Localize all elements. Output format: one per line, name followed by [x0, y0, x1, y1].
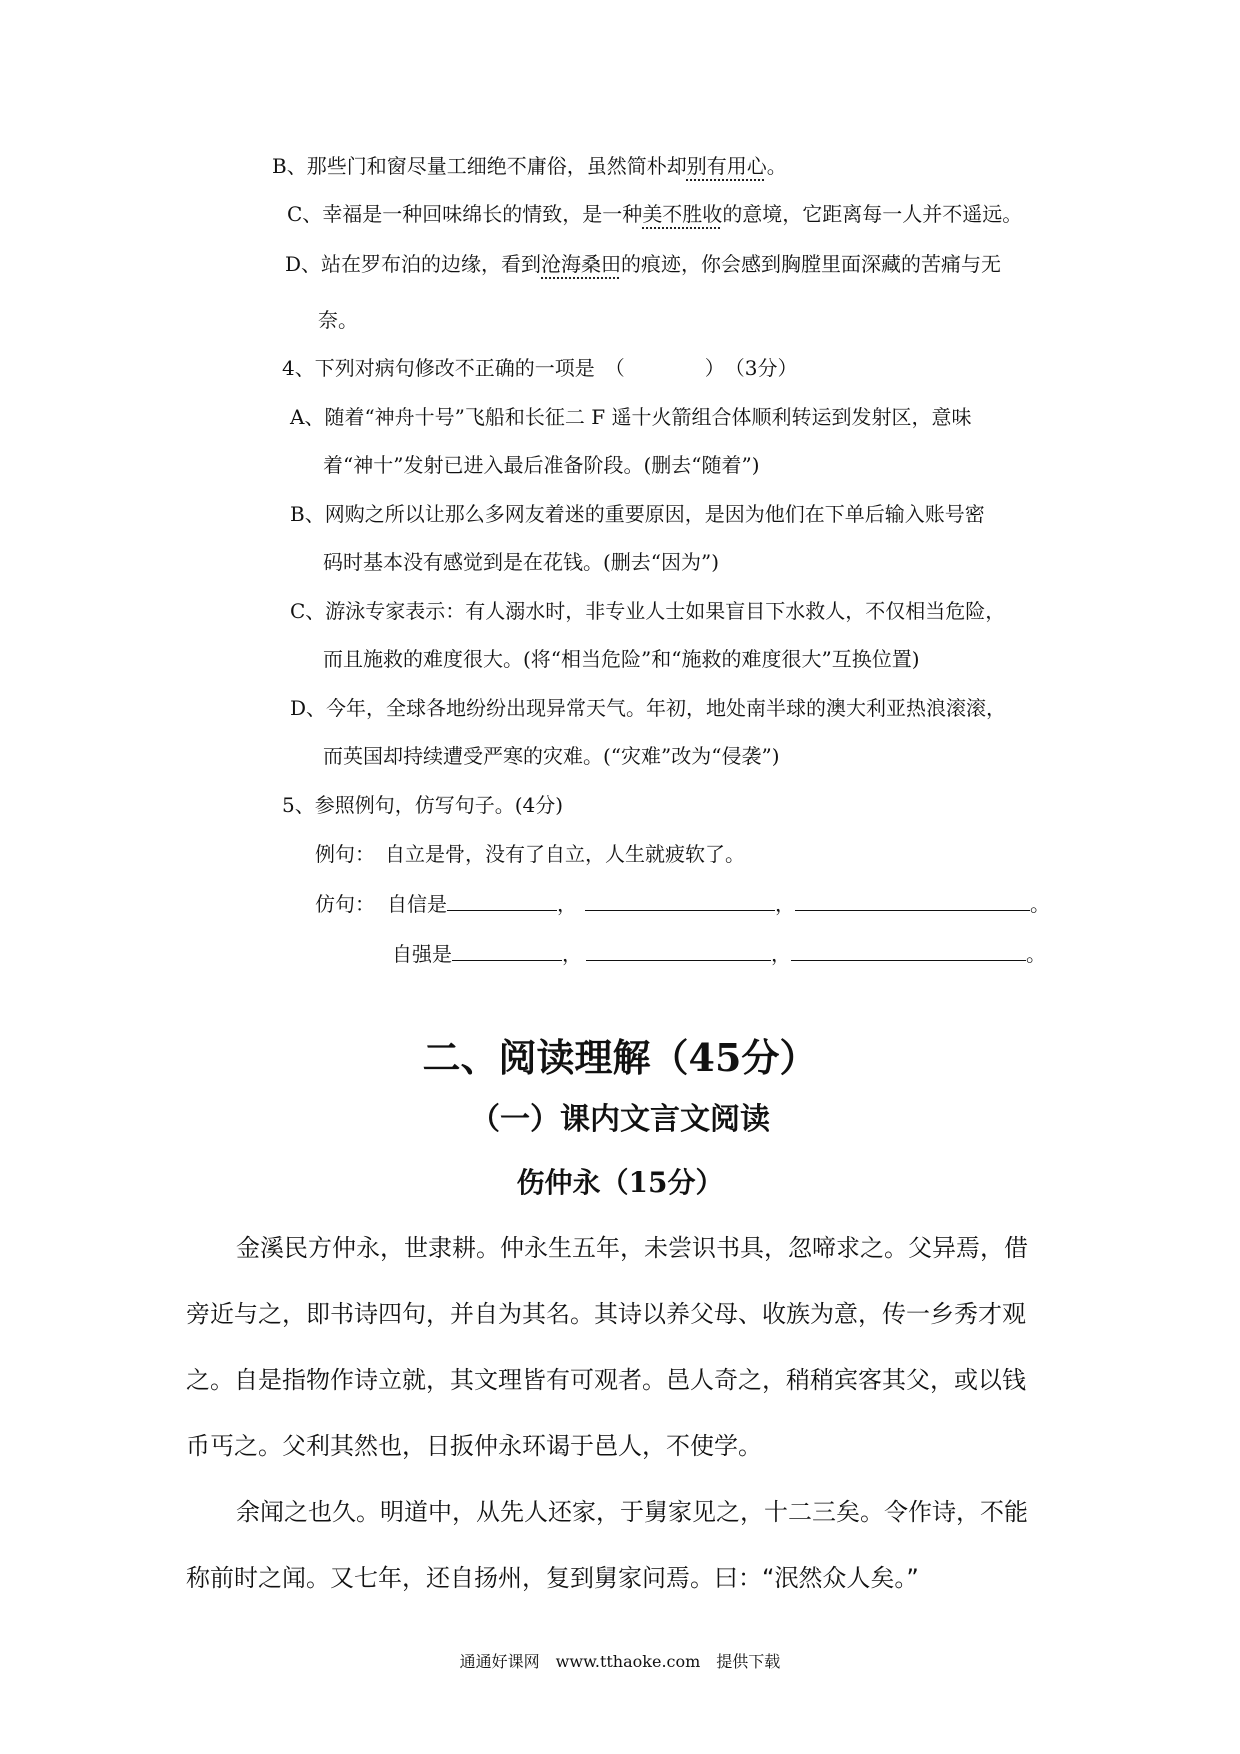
- period: 。: [1026, 942, 1046, 966]
- q4-stem: 4、下列对病句修改不正确的一项是 （ ） （3分）: [282, 356, 798, 380]
- q3-option-b-end: 。: [766, 154, 787, 178]
- imitation-prompt: 自强是: [392, 942, 452, 966]
- comma: ，: [562, 942, 582, 966]
- q3-option-c-text: C、幸福是一种回味绵长的情致，是一种: [287, 202, 643, 226]
- q3-option-d-cont: 奈。: [318, 308, 358, 332]
- dotted-phrase: 别有用心: [686, 154, 767, 178]
- q5-stem: 5、参照例句，仿写句子。(4分): [282, 793, 564, 817]
- q3-option-c-end: 的意境，它距离每一人并不遥远。: [722, 202, 1023, 226]
- section-subtitle: （一）课内文言文阅读: [470, 1102, 770, 1137]
- q3-option-b-text: B、那些门和窗尽量工细绝不庸俗，虽然简朴却: [272, 154, 687, 178]
- q5-imitation-line1: [315, 890, 1050, 918]
- answer-blank[interactable]: [795, 890, 1030, 911]
- example-sentence: 自立是骨，没有了自立，人生就疲软了。: [385, 842, 745, 866]
- answer-blank[interactable]: [585, 890, 775, 911]
- passage-line: 币丐之。父利其然也，日扳仲永环谒于邑人，不使学。: [186, 1432, 762, 1460]
- q4-option-c-line2: 而且施救的难度很大。(将“相当危险”和“施救的难度很大”互换位置): [323, 647, 920, 671]
- answer-blank[interactable]: [452, 940, 562, 961]
- passage-line: 余闻之也久。明道中，从先人还家，于舅家见之，十二三矣。令作诗，不能: [236, 1498, 1028, 1526]
- passage-title: 伤仲永（15分）: [516, 1166, 724, 1199]
- q3-option-b: [272, 152, 787, 180]
- passage-line: 旁近与之，即书诗四句，并自为其名。其诗以养父母、收族为意，传一乡秀才观: [186, 1300, 1026, 1328]
- q3-option-d: [285, 250, 1001, 278]
- q4-option-d-line1: D、今年，全球各地纷纷出现异常天气。年初，地处南半球的澳大利亚热浪滚滚，: [290, 696, 1007, 720]
- comma: ，: [771, 942, 791, 966]
- period: 。: [1030, 892, 1050, 916]
- imitation-label: 仿句：: [315, 892, 375, 916]
- answer-blank[interactable]: [791, 940, 1026, 961]
- passage-line: 之。自是指物作诗立就，其文理皆有可观者。邑人奇之，稍稍宾客其父，或以钱: [186, 1366, 1026, 1394]
- answer-blank[interactable]: [586, 940, 771, 961]
- q3-option-c: [287, 200, 1022, 228]
- imitation-prompt: 自信是: [387, 892, 447, 916]
- q4-option-c-line1: C、游泳专家表示：有人溺水时，非专业人士如果盲目下水救人，不仅相当危险，: [290, 599, 1006, 623]
- dotted-phrase: 美不胜收: [642, 202, 723, 226]
- comma: ，: [557, 892, 577, 916]
- passage-line: 称前时之闻。又七年，还自扬州，复到舅家问焉。曰：“泯然众人矣。”: [186, 1564, 919, 1592]
- q5-imitation-line2: [392, 940, 1046, 968]
- answer-blank[interactable]: [447, 890, 557, 911]
- dotted-phrase: 沧海桑田: [541, 252, 622, 276]
- section-title: 二、阅读理解（45分）: [422, 1035, 818, 1080]
- q4-option-b-line2: 码时基本没有感觉到是在花钱。(删去“因为”): [323, 550, 720, 574]
- q5-example: [315, 840, 745, 868]
- comma: ，: [775, 892, 795, 916]
- passage-line: 金溪民方仲永，世隶耕。仲永生五年，未尝识书具，忽啼求之。父异焉，借: [236, 1234, 1028, 1262]
- q4-option-a-line1: A、随着“神舟十号”飞船和长征二 F 遥十火箭组合体顺利转运到发射区，意味: [290, 405, 972, 429]
- q4-option-b-line1: B、网购之所以让那么多网友着迷的重要原因，是因为他们在下单后输入账号密: [290, 502, 985, 526]
- example-label: 例句：: [315, 842, 375, 866]
- page-footer: 通通好课网 www.tthaoke.com 提供下载: [459, 1652, 781, 1671]
- q3-option-d-text: D、站在罗布泊的边缘，看到: [285, 252, 542, 276]
- q4-option-d-line2: 而英国却持续遭受严寒的灾难。(“灾难”改为“侵袭”): [323, 744, 780, 768]
- q3-option-d-end: 的痕迹，你会感到胸膛里面深藏的苦痛与无: [621, 252, 1002, 276]
- q4-option-a-line2: 着“神十”发射已进入最后准备阶段。(删去“随着”): [323, 453, 760, 477]
